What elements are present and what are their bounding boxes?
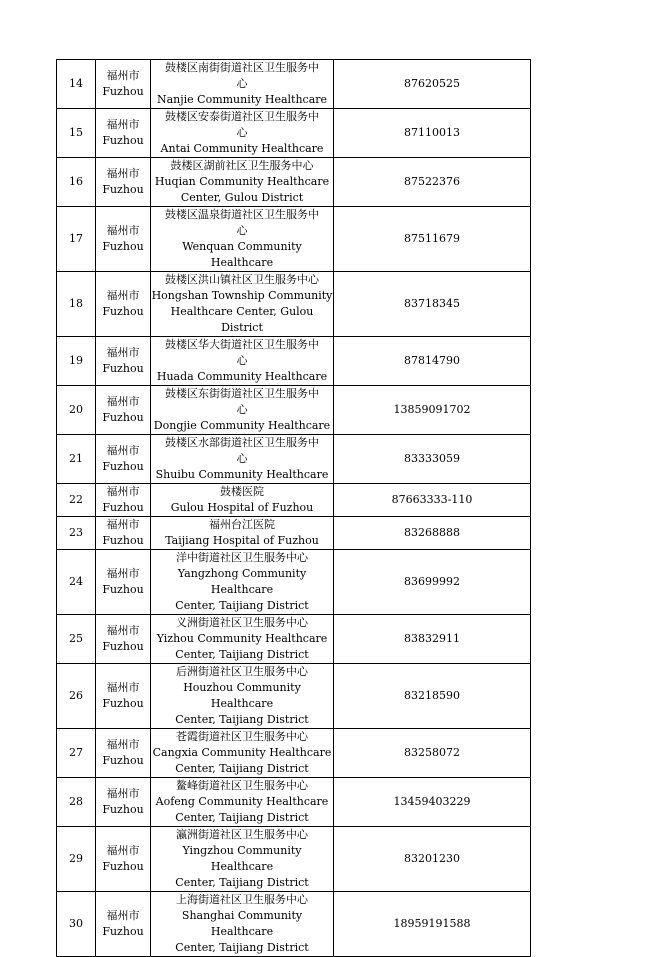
city-name-chinese: 福州市 (106, 395, 140, 408)
city-name-english: Fuzhou (102, 411, 144, 424)
phone-number: 13459403229 (334, 778, 531, 827)
facility-name-line: 鼓楼区水部街道社区卫生服务中 (165, 436, 319, 449)
city-name-english: Fuzhou (102, 925, 144, 938)
city-name-chinese: 福州市 (106, 738, 140, 751)
facility-name-line: Yingzhou Community Healthcare (182, 844, 302, 873)
table-row (57, 892, 531, 957)
facility-name-line: 心 (236, 224, 248, 237)
table-row (57, 664, 531, 729)
row-number: 20 (57, 386, 96, 435)
city-name-english: Fuzhou (102, 305, 144, 318)
row-number: 23 (57, 517, 96, 550)
city-cell (96, 484, 151, 517)
facility-name-line: Antai Community Healthcare (160, 142, 324, 155)
city-name-chinese: 福州市 (106, 289, 140, 302)
city-name-chinese: 福州市 (106, 844, 140, 857)
facility-name-cell (151, 386, 334, 435)
facility-name-cell (151, 60, 334, 109)
facility-name-line: Center, Taijiang District (175, 811, 309, 824)
city-name-english: Fuzhou (102, 860, 144, 873)
city-cell (96, 337, 151, 386)
phone-number: 13859091702 (334, 386, 531, 435)
table-row (57, 109, 531, 158)
facility-name-line: 心 (236, 403, 248, 416)
row-number: 28 (57, 778, 96, 827)
phone-number: 83333059 (334, 435, 531, 484)
phone-number: 83832911 (334, 615, 531, 664)
table-row (57, 827, 531, 892)
city-cell (96, 892, 151, 957)
phone-number: 18959191588 (334, 892, 531, 957)
row-number: 27 (57, 729, 96, 778)
facility-name-cell (151, 550, 334, 615)
facility-name-line: Hongshan Township Community (151, 289, 333, 302)
row-number: 15 (57, 109, 96, 158)
row-number: 25 (57, 615, 96, 664)
facility-name-line: 鼓楼区华大街道社区卫生服务中 (165, 338, 319, 351)
city-name-english: Fuzhou (102, 697, 144, 710)
facility-name-line: Center, Taijiang District (175, 876, 309, 889)
city-name-english: Fuzhou (102, 134, 144, 147)
city-name-chinese: 福州市 (106, 787, 140, 800)
facility-name-line: Huada Community Healthcare (156, 370, 328, 383)
facility-name-line: 洋中街道社区卫生服务中心 (176, 551, 308, 564)
facility-name-line: Yangzhong Community Healthcare (177, 567, 307, 596)
facility-name-line: Gulou Hospital of Fuzhou (170, 501, 314, 514)
phone-number: 83699992 (334, 550, 531, 615)
facility-name-line: 上海街道社区卫生服务中心 (176, 893, 308, 906)
facility-name-cell (151, 272, 334, 337)
table-row (57, 337, 531, 386)
city-cell (96, 109, 151, 158)
table-row (57, 517, 531, 550)
facility-name-line: Center, Taijiang District (175, 713, 309, 726)
facility-name-line: 后洲街道社区卫生服务中心 (176, 665, 308, 678)
table-row (57, 729, 531, 778)
phone-number: 83201230 (334, 827, 531, 892)
facility-name-line: 义洲街道社区卫生服务中心 (176, 616, 308, 629)
facility-name-line: Aofeng Community Healthcare (155, 795, 329, 808)
facility-name-cell (151, 778, 334, 827)
phone-number: 87511679 (334, 207, 531, 272)
facility-name-line: 鼓楼区东街街道社区卫生服务中 (165, 387, 319, 400)
facility-name-line: Center, Taijiang District (175, 941, 309, 954)
facility-name-cell (151, 484, 334, 517)
city-name-chinese: 福州市 (106, 224, 140, 237)
phone-number: 83258072 (334, 729, 531, 778)
table-row (57, 778, 531, 827)
facility-name-line: 心 (236, 452, 248, 465)
table-row (57, 435, 531, 484)
facility-name-line: Shuibu Community Healthcare (155, 468, 329, 481)
facility-name-cell (151, 158, 334, 207)
facility-name-line: 福州台江医院 (209, 518, 275, 531)
city-cell (96, 778, 151, 827)
city-cell (96, 664, 151, 729)
phone-number: 83718345 (334, 272, 531, 337)
city-name-chinese: 福州市 (106, 518, 140, 531)
city-name-english: Fuzhou (102, 803, 144, 816)
facility-name-line: Center, Taijiang District (175, 762, 309, 775)
facility-name-line: Nanjie Community Healthcare (156, 93, 328, 106)
city-cell (96, 550, 151, 615)
row-number: 16 (57, 158, 96, 207)
facility-name-cell (151, 337, 334, 386)
city-name-chinese: 福州市 (106, 624, 140, 637)
facility-name-line: Center, Gulou District (180, 191, 304, 204)
facility-name-line: 苍霞街道社区卫生服务中心 (176, 730, 308, 743)
city-cell (96, 729, 151, 778)
facility-name-cell (151, 109, 334, 158)
city-name-english: Fuzhou (102, 183, 144, 196)
phone-number: 83218590 (334, 664, 531, 729)
city-cell (96, 435, 151, 484)
facility-name-line: Center, Taijiang District (175, 648, 309, 661)
facility-name-line: Yizhou Community Healthcare (156, 632, 328, 645)
city-name-chinese: 福州市 (106, 909, 140, 922)
row-number: 18 (57, 272, 96, 337)
city-name-english: Fuzhou (102, 534, 144, 547)
facility-name-cell (151, 517, 334, 550)
table-row (57, 484, 531, 517)
facility-name-line: 心 (236, 77, 248, 90)
facility-name-line: 鼓楼区温泉街道社区卫生服务中 (165, 208, 319, 221)
phone-number: 83268888 (334, 517, 531, 550)
table-row (57, 60, 531, 109)
facility-name-line: Cangxia Community Healthcare (152, 746, 332, 759)
facility-name-line: Houzhou Community Healthcare (183, 681, 301, 710)
row-number: 26 (57, 664, 96, 729)
row-number: 14 (57, 60, 96, 109)
phone-number: 87814790 (334, 337, 531, 386)
city-cell (96, 615, 151, 664)
row-number: 19 (57, 337, 96, 386)
table-row (57, 272, 531, 337)
healthcare-center-table (56, 59, 531, 957)
facility-name-line: 鳌峰街道社区卫生服务中心 (176, 779, 308, 792)
city-name-chinese: 福州市 (106, 118, 140, 131)
city-name-chinese: 福州市 (106, 681, 140, 694)
facility-name-line: Taijiang Hospital of Fuzhou (165, 534, 319, 547)
table-row (57, 207, 531, 272)
facility-name-line: 鼓楼区南街街道社区卫生服务中 (165, 61, 319, 74)
city-name-english: Fuzhou (102, 85, 144, 98)
city-name-chinese: 福州市 (106, 69, 140, 82)
row-number: 17 (57, 207, 96, 272)
city-name-english: Fuzhou (102, 640, 144, 653)
city-name-english: Fuzhou (102, 583, 144, 596)
row-number: 30 (57, 892, 96, 957)
facility-name-line: 鼓楼区安泰街道社区卫生服务中 (165, 110, 319, 123)
city-name-chinese: 福州市 (106, 444, 140, 457)
facility-name-line: Wenquan Community Healthcare (182, 240, 302, 269)
city-name-english: Fuzhou (102, 362, 144, 375)
facility-name-line: 心 (236, 354, 248, 367)
facility-name-cell (151, 729, 334, 778)
facility-name-line: Center, Taijiang District (175, 599, 309, 612)
city-name-chinese: 福州市 (106, 485, 140, 498)
city-cell (96, 158, 151, 207)
table-row (57, 550, 531, 615)
city-name-english: Fuzhou (102, 501, 144, 514)
facility-name-line: 心 (236, 126, 248, 139)
table-row (57, 386, 531, 435)
row-number: 22 (57, 484, 96, 517)
table-row (57, 158, 531, 207)
city-name-chinese: 福州市 (106, 346, 140, 359)
city-cell (96, 272, 151, 337)
city-cell (96, 386, 151, 435)
phone-number: 87110013 (334, 109, 531, 158)
city-name-chinese: 福州市 (106, 567, 140, 580)
city-name-chinese: 福州市 (106, 167, 140, 180)
row-number: 24 (57, 550, 96, 615)
facility-name-cell (151, 664, 334, 729)
phone-number: 87620525 (334, 60, 531, 109)
city-name-english: Fuzhou (102, 460, 144, 473)
city-cell (96, 60, 151, 109)
city-cell (96, 207, 151, 272)
phone-number: 87663333-110 (334, 484, 531, 517)
city-cell (96, 827, 151, 892)
city-cell (96, 517, 151, 550)
facility-name-line: Shanghai Community Healthcare (181, 909, 303, 938)
facility-name-cell (151, 435, 334, 484)
facility-name-line: 鼓楼医院 (220, 485, 264, 498)
facility-name-line: 鼓楼区洪山镇社区卫生服务中心 (165, 273, 319, 286)
facility-name-line: Dongjie Community Healthcare (153, 419, 331, 432)
facility-name-line: 鼓楼区湖前社区卫生服务中心 (170, 159, 314, 172)
facility-name-line: Huqian Community Healthcare (154, 175, 330, 188)
facility-name-cell (151, 207, 334, 272)
facility-name-cell (151, 827, 334, 892)
facility-name-line: 瀛洲街道社区卫生服务中心 (176, 828, 308, 841)
row-number: 29 (57, 827, 96, 892)
city-name-english: Fuzhou (102, 240, 144, 253)
phone-number: 87522376 (334, 158, 531, 207)
row-number: 21 (57, 435, 96, 484)
facility-name-line: Healthcare Center, Gulou District (170, 305, 314, 334)
facility-name-cell (151, 892, 334, 957)
city-name-english: Fuzhou (102, 754, 144, 767)
table-row (57, 615, 531, 664)
facility-name-cell (151, 615, 334, 664)
table-body (57, 60, 531, 957)
